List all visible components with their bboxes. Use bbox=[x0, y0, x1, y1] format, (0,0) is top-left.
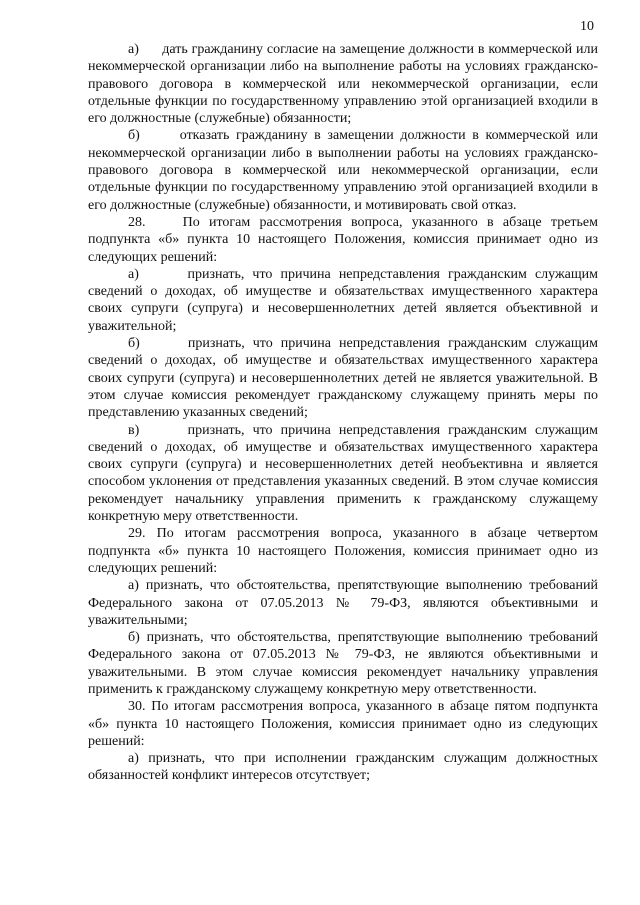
page-number: 10 bbox=[580, 19, 594, 34]
paragraph-27a: а) дать гражданину согласие на замещение должности в коммерческой или некоммерческой организации либо на выполнение работы на условиях гражданско-правового договора в коммерческой или некоммерческой организации, если отдельные функции по государственному управлению этой организацией входили в его должностные (служебные) обязанности; bbox=[88, 42, 598, 127]
paragraph-29: 29. По итогам рассмотрения вопроса, указанного в абзаце четвертом подпункта «б» пункта 10 настоящего Положения, комиссия принимает одно из следующих решений: bbox=[88, 526, 598, 576]
paragraph-28: 28. По итогам рассмотрения вопроса, указанного в абзаце третьем подпункта «б» пункта 10 настоящего Положения, комиссия принимает одно из следующих решений: bbox=[88, 214, 598, 265]
paragraph-27b: б) отказать гражданину в замещении должности в коммерческой или некоммерческой организации либо в выполнении работы на условиях гражданско-правового договора в коммерческой или некоммерческой организации, если отдельные функции по государственному управлению этой организацией входили в его должностные (служебные) обязанности, и мотивировать свой отказ. bbox=[88, 128, 598, 213]
paragraph-28v: в) признать, что причина непредставления гражданским служащим сведений о доходах, об имуществе и обязательствах имущественного характера своих супруги (супруга) и несовершеннолетних детей необъективна и является способом уклонения от представления указанных сведений. В этом случае комиссия рекомендует начальнику управления применить к гражданскому служащему конкретную меру ответственности. bbox=[88, 422, 598, 525]
paragraph-28a: а) признать, что причина непредставления гражданским служащим сведений о доходах, об имуществе и обязательствах имущественного характера своих супруги (супруга) и несовершеннолетних детей является объективной и уважительной; bbox=[88, 266, 598, 334]
paragraph-29b: б) признать, что обстоятельства, препятствующие выполнению требований Федерального закона от 07.05.2013 № 79-ФЗ, не являются объективными и уважительными. В этом случае комиссия рекомендует начальнику управления применить к гражданскому служащему конкретную меру ответственности. bbox=[88, 630, 598, 697]
paragraph-30: 30. По итогам рассмотрения вопроса, указанного в абзаце пятом подпункта «б» пункта 10 настоящего Положения, комиссия принимает одно из следующих решений: bbox=[88, 699, 598, 749]
paragraph-28b: б) признать, что причина непредставления гражданским служащим сведений о доходах, об имуществе и обязательствах имущественного характера своих супруги (супруга) и несовершеннолетних детей не является уважительной. В этом случае комиссия рекомендует гражданскому служащему принять меры по представлению указанных сведений; bbox=[88, 336, 598, 421]
document-body bbox=[88, 41, 598, 785]
paragraph-29a: а) признать, что обстоятельства, препятствующие выполнению требований Федерального закона от 07.05.2013 № 79-ФЗ, являются объективными и уважительными; bbox=[88, 578, 598, 628]
paragraph-30a: а) признать, что при исполнении гражданским служащим должностных обязанностей конфликт интересов отсутствует; bbox=[88, 751, 598, 784]
